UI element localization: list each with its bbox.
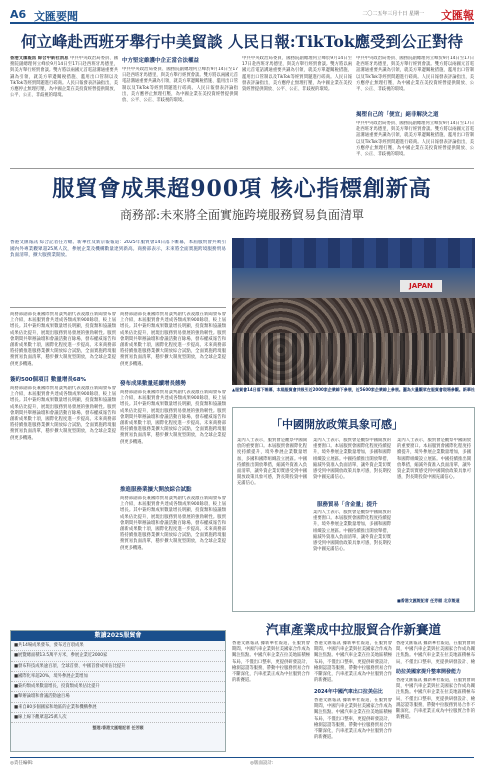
auto-subhead-1: 2024年中國汽車出口拉美佔比 [314,689,383,695]
top-story-body-4: 中共中央政治局委員、國務院副總理何立峰於9月14日至17日赴西班牙馬德里，與美方舉行經貿會談。雙方將以兩國元首電話溝通重要共識為引領，就美方單邊關稅措施、濫用出口管制以及TikTok等經貿問題進行磋商。人民日報發表評論指出，美方應停止無理打壓，為中國企業在美投資經營提供開放、公平、公正、非歧視的環境。 [356,56,474,93]
main-body: 商務部副部長兼國際貿易談判副代表凌激在新聞發布會上介紹，本屆服貿會共達成各類成果900餘項，較上屆增長。其中簽約類成果數量增長明顯，投資類和協議類成果佔比提升，展現出服務貿易發展的強勁韌性。服貿會期間共舉辦論壇和會議活動百餘場，發布權威報告和創新成果數十項，國際化程度進一步提高。未來商務部將持續推進服務業擴大開放綜合試點，全面實施跨境服務貿易負面清單，穩步擴大制度型開放，為全球企業提供更多機遇。 [120,496,226,551]
divider [10,168,474,169]
auto-body-col-2 [314,641,392,753]
page-footer [10,757,474,767]
section-name: 文匯要聞 [34,10,78,23]
open-policy-subhead: 服務貿易「含金量」提升 [317,502,378,508]
auto-subhead-2: 助拉美國家提升整車開發能力 [396,669,462,675]
highlights-box [10,630,226,752]
auto-body-col-1: 香港文匯報訊 據新華社報道，在服貿會期間，中國汽車企業與拉美國家合作成為關注焦點。中國汽車企業在拉美地區積極布局，不僅出口整車，更提供研發設計、檢測認證等服務，帶動中拉服務貿易合作不斷深化，汽車產業正成為中拉服貿合作的新賽道。 [232,641,310,684]
photo-caption: ▲服貿會14日落下帷幕，本屆服貿會共吸引近2000家企業線下參展，近5600家企業線上參展。圖為大量觀眾在服貿會現場參觀。新華社 [232,387,475,392]
footer-designer: ◎版面設計: [250,761,274,766]
top-story-body-2: 中共中央政治局委員、國務院副總理何立峰於9月14日至17日赴西班牙馬德里，與美方舉行經貿會談。雙方將以兩國元首電話溝通重要共識為引領，就美方單邊關稅措施、濫用出口管制以及TikTok等經貿問題進行磋商。人民日報發表評論指出，美方應停止無理打壓，為中國企業在美投資經營提供開放、公平、公正、非歧視的環境。 [122,67,238,104]
highlight-item: ■國際化率超20%，境外參展企業增加 [11,672,225,682]
auto-body: 香港文匯報訊 據新華社報道，在服貿會期間，中國汽車企業與拉美國家合作成為關注焦點。中國汽車企業在拉美地區積極布局，不僅出口整車，更提供研發設計、檢 [396,641,475,665]
top-story-subhead-2: 揭塑自己的「便宜」絕非解決之道 [356,112,439,118]
page-number: A6 [10,8,27,21]
top-story-subhead-1: 中方堅定維護中企正當合法權益 [122,58,200,64]
top-story-body-5: 中共中央政治局委員、國務院副總理何立峰於9月14日至17日赴西班牙馬德里，與美方舉行經貿會談。雙方將以兩國元首電話溝通重要共識為引領，就美方單邊關稅措施、濫用出口管制以及TikTok等經貿問題進行磋商。人民日報發表評論指出，美方應停止無理打壓，為中國企業在美投資經營提供開放、公平、公正、非歧視的環境。 [356,121,474,158]
highlight-item: ■展覽總面積13.5萬平方米，參展企業近2000家 [11,651,225,661]
highlight-item: ■發布科技成果逾百項，全球首發、中國首發成果佔比提升 [11,662,225,672]
main-headline: 服貿會成果超900項 核心指標創新高 [52,176,432,202]
main-col-1 [10,312,116,622]
newspaper-logo: 文匯報 [441,9,474,22]
main-subhead-2: 發布成果數量延續增長態勢 [120,381,187,387]
top-story-col-4 [356,56,474,164]
highlight-item: ■簽約類成果數量增長，投資類成果佔比提升 [11,682,225,692]
photo-sign: JAPAN [400,280,442,292]
open-policy-box [232,407,475,612]
main-body: 商務部副部長兼國際貿易談判副代表凌激在新聞發布會上介紹，本屆服貿會共達成各類成果900餘項，較上屆增長。其中簽約類成果數量增長明顯，投資類和協議類成果佔比提升，展現出服務貿易發展的強勁韌性。服貿會期間共舉辦論壇和會議活動百餘場，發布權威報告和創新成果數十項，國際化程度進一步提高。未來商務部將持續推進服務業擴大開放綜合試點，全面實施跨境服務貿易負面清單，穩步擴大制度型開放，為全球企業提供更多機遇。 [120,312,226,367]
top-headline: 何立峰赴西班牙舉行中美貿談 人民日報:TikTok應受到公正對待 [20,32,464,51]
highlight-item: ■舉辦論壇和會議活動逾百場 [11,692,225,702]
auto-headline: 汽車產業成中拉服貿合作新賽道 [265,622,441,637]
main-col-2 [120,312,226,622]
open-policy-title: 「中國開放政策具象可感」 [271,418,403,431]
expo-photo [232,238,475,385]
top-story-byline: 香港文匯報訊 綜合中新社消息 [10,56,69,61]
top-story-col-2 [122,56,238,164]
footer-editor: ◎責任編輯: [10,761,34,766]
highlight-item: ■共14場成果發布，發布近百項成果 [11,641,225,651]
divider [10,307,226,308]
highlights-source: 整理:香港文匯報記者 任芳頤 [92,725,144,731]
open-policy-byline: ■香港文匯報記者 任芳頤 北京報道 [397,598,460,603]
main-body: 商務部副部長兼國際貿易談判副代表凌激在新聞發布會上介紹，本屆服貿會共達成各類成果900餘項，較上屆增長。其中簽約類成果數量增長明顯，投資類和協議類成果佔比提升，展現出服務貿易發展的強勁韌性。服貿會期間共舉辦論壇和會議活動百餘場，發布權威報告和創新成果數十項，國際化程度進一步提高。未來商務部將持續推進服務業擴大開放綜合試點，全面實施跨境服務貿易負面清單，穩步擴大制度型開放，為全球企業提供更多機遇。 [10,386,116,441]
auto-body: 香港文匯報訊 據新華社報道，在服貿會期間，中國汽車企業與拉美國家合作成為關注焦點。中國汽車企業在拉美地區積極布局，不僅出口整車，更提供研發設計、檢測認證等服務，帶動中拉服務貿易合作不斷深化，汽車產業正成為中拉服貿合作的新賽道。 [314,641,392,684]
auto-body: 香港文匯報訊 據新華社報道，在服貿會期間，中國汽車企業與拉美國家合作成為關注焦點。中國汽車企業在拉美地區積極布局，不僅出口整車，更提供研發設計、檢測認證等服務，帶動中拉服務貿易合作不斷深化，汽車產業正成為中拉服貿合作的新賽道。 [314,698,392,741]
page-header [10,6,474,24]
main-body: 商務部副部長兼國際貿易談判副代表凌激在新聞發布會上介紹，本屆服貿會共達成各類成果900餘項，較上屆增長。其中簽約類成果數量增長明顯，投資類和協議類成果佔比提升，展現出服務貿易發展的強勁韌性。服貿會期間共舉辦論壇和會議活動百餘場，發布權威報告和創新成果數十項，國際化程度進一步提高。未來商務部將持續推進服務業擴大開放綜合試點，全面實施跨境服務貿易負面清單，穩步擴大制度型開放，為全球企業提供更多機遇。 [120,390,226,445]
open-policy-body: 業內人士表示，服貿會是觀察中國開放的重要窗口。本屆服貿會國際化程度持續提升，境外參展企業數量增加，多國和國際組織設立展區。中國持續推出開放舉措，縮減外資准入負面清單，讓外資企業切實感受到中國開放政策具象可感，對長期投資中國充滿信心。 [397,438,471,481]
issue-date: 二〇二五年三月十日 星期一 [362,11,424,17]
main-subheadline: 商務部:未來將全面實施跨境服務貿易負面清單 [119,208,365,222]
open-policy-body: 業內人士表示，服貿會是觀察中國開放的重要窗口。本屆服貿會國際化程度持續提升，境外參展企業數量增加，多國和國際組織設立展區。中國持續推出開放舉措，縮減外資准入負面清單，讓外資企業切實感受到中國開放政策具象可感，對長期投資中國充滿信心。 [237,438,307,487]
main-body: 商務部副部長兼國際貿易談判副代表凌激在新聞發布會上介紹，本屆服貿會共達成各類成果900餘項，較上屆增長。其中簽約類成果數量增長明顯，投資類和協議類成果佔比提升，展現出服務貿易發展的強勁韌性。服貿會期間共舉辦論壇和會議活動百餘場，發布權威報告和創新成果數十項，國際化程度進一步提高。未來商務部將持續推進服務業擴大開放綜合試點，全面實施跨境服務貿易負面清單，穩步擴大制度型開放，為全球企業提供更多機遇。 [10,312,116,367]
top-story-col-1 [10,56,118,164]
open-policy-body: 業內人士表示，服貿會是觀察中國開放的重要窗口。本屆服貿會國際化程度持續提升，境外參展企業數量增加，多國和國際組織設立展區。中國持續推出開放舉措，縮減外資准入負面清單，讓外資企業切實感受到中國開放政策具象可感，對長期投資中國充滿信心。 [313,438,391,481]
highlight-item: ■線上線下觀眾超25萬人次 [11,713,225,723]
main-subhead-3: 推進服務業擴大開放綜合試點 [120,487,192,493]
auto-body-col-3 [396,641,475,753]
open-policy-body: 業內人士表示，服貿會是觀察中國開放的重要窗口。本屆服貿會國際化程度持續提升，境外參展企業數量增加，多國和國際組織設立展區。中國持續推出開放舉措，縮減外資准入負面清單，讓外資企業切實感受到中國開放政策具象可感，對長期投資中國充滿信心。 [313,510,391,553]
top-story-body: 中共中央政治局委員、國務院副總理何立峰於9月14日至17日赴西班牙馬德里，與美方舉行經貿會談。雙方將以兩國元首電話溝通重要共識為引領，就美方單邊關稅措施、濫用出口管制以及TikTok等經貿問題進行磋商。人民日報發表評論指出，美方應停止無理打壓，為中國企業在美投資經營提供開放、公平、公正、非歧視的環境。 [10,56,118,99]
highlight-item: ■來自80多個國家和地區的企業和機構參展 [11,703,225,713]
main-lead: 香港文匯報訊 綜合記者任芳頤、新華社及新京報報道：2025年服貿會14日落下帷幕，本屆服貿會共吸引國內外專業觀眾超25萬人次，參展企業及機構數量達到新高。商務部表示，未來將全面實施跨境服務貿易負面清單，擴大服務業開放。 [10,240,226,259]
top-story-col-3: 中共中央政治局委員、國務院副總理何立峰於9月14日至17日赴西班牙馬德里，與美方舉行經貿會談。雙方將以兩國元首電話溝通重要共識為引領，就美方單邊關稅措施、濫用出口管制以及TikTok等經貿問題進行磋商。人民日報發表評論指出，美方應停止無理打壓，為中國企業在美投資經營提供開放、公平、公正、非歧視的環境。 [242,56,352,93]
highlights-title: 數讀2025服貿會 [11,631,225,641]
main-subhead-1: 簽約500個項目 數量增長68% [10,377,87,383]
auto-body: 香港文匯報訊 據新華社報道，在服貿會期間，中國汽車企業與拉美國家合作成為關注焦點。中國汽車企業在拉美地區積極布局，不僅出口整車，更提供研發設計、檢測認證等服務，帶動中拉服務貿易合作不斷深化，汽車產業正成為中拉服貿合作的新賽道。 [396,678,475,721]
